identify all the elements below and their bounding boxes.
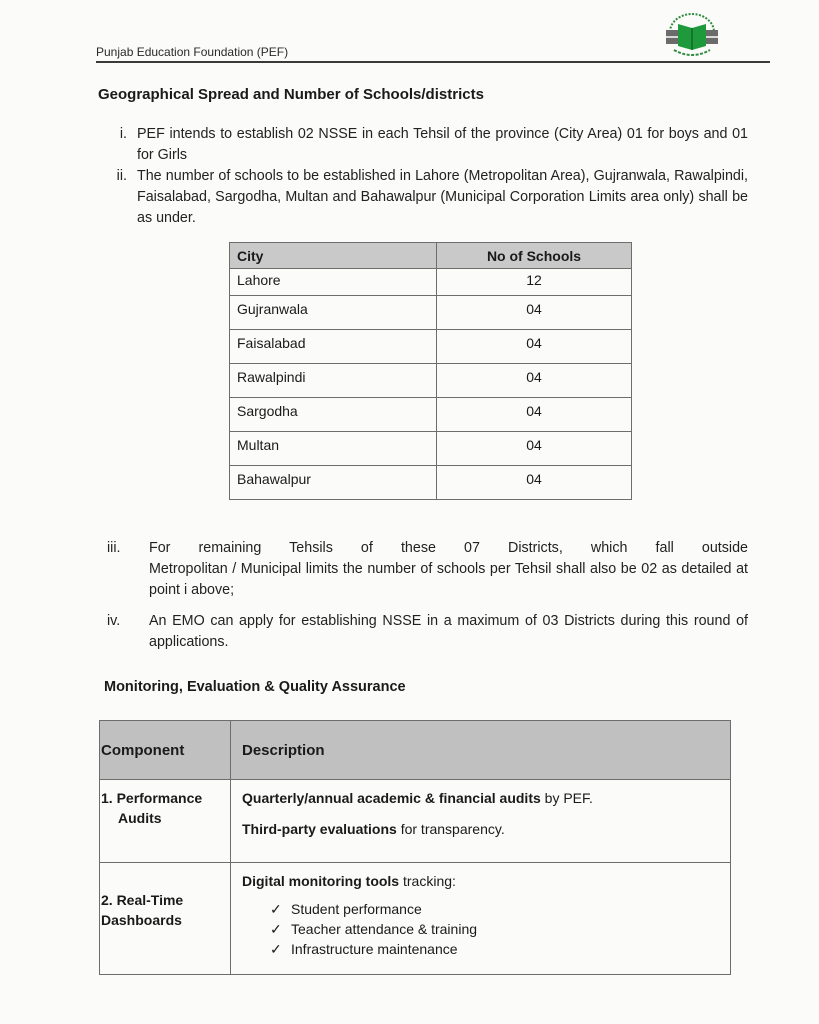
description-line: Quarterly/annual academic & financial audits by PEF.: [242, 790, 593, 806]
list-item: [104, 538, 748, 601]
list-marker: i.: [119, 126, 127, 142]
list-item-text: An EMO can apply for establishing NSSE in a maximum of 03 Districts during this round of applications.: [149, 613, 748, 650]
checklist: [242, 899, 729, 967]
table-row: [230, 296, 632, 330]
schools-cell: 04: [437, 296, 632, 330]
schools-cell: 04: [437, 398, 632, 432]
section-title-monitoring: Monitoring, Evaluation & Quality Assurance: [104, 679, 406, 695]
list-item-text: PEF intends to establish 02 NSSE in each Tehsil of the province (City Area) 01 for boys and 01 for Girls: [137, 126, 748, 163]
additional-points-list: [104, 538, 748, 653]
organization-name: Punjab Education Foundation (PEF): [96, 45, 289, 59]
checklist-item: ✓ Teacher attendance & training: [270, 921, 478, 937]
city-cell: Gujranwala: [230, 296, 437, 330]
table-row: [100, 863, 731, 975]
schools-cell: 12: [437, 269, 632, 296]
city-cell: Faisalabad: [230, 330, 437, 364]
schools-cell: 04: [437, 364, 632, 398]
list-item: [98, 124, 748, 166]
list-item: [104, 611, 748, 653]
column-header-schools: No of Schools: [437, 243, 632, 269]
list-item-text-line1: For remaining Tehsils of these 07 Districts, which fall outside: [149, 540, 748, 556]
component-label-line2: Dashboards: [101, 911, 182, 928]
city-cell: Bahawalpur: [230, 466, 437, 500]
city-cell: Rawalpindi: [230, 364, 437, 398]
table-row: [230, 398, 632, 432]
schools-cell: 04: [437, 330, 632, 364]
intro-points-list: [98, 124, 748, 229]
table-header-row: [230, 243, 632, 269]
header-divider: [96, 61, 770, 63]
description-cell: [231, 780, 731, 863]
table-row: [230, 466, 632, 500]
checkmark-icon: ✓: [270, 941, 282, 957]
list-marker: iii.: [107, 540, 121, 556]
list-marker: iv.: [107, 613, 121, 629]
component-label-line2: Audits: [118, 810, 162, 826]
city-cell: Multan: [230, 432, 437, 466]
monitoring-table: [99, 720, 731, 975]
table-row: [100, 780, 731, 863]
checklist-item: ✓ Student performance: [270, 901, 422, 917]
city-cell: Sargodha: [230, 398, 437, 432]
section-title-geographical-spread: Geographical Spread and Number of Schools/districts: [98, 86, 484, 103]
list-item-text: Metropolitan / Municipal limits the number of schools per Tehsil shall also be 02 as detailed at point i above;: [149, 561, 748, 598]
table-row: [230, 330, 632, 364]
list-item-text: The number of schools to be established in Lahore (Metropolitan Area), Gujranwala, Rawalpindi, Faisalabad, Sargodha, Multan and Bahawalpur (Municipal Corporation Limits area only) shall be as under.: [137, 168, 748, 226]
schools-per-city-table: [229, 242, 632, 500]
component-label-line1: 1. Performance: [101, 790, 203, 806]
checkmark-icon: ✓: [270, 921, 282, 937]
schools-cell: 04: [437, 466, 632, 500]
table-row: [230, 269, 632, 296]
component-label-line1: 2. Real-Time: [101, 891, 184, 908]
list-marker: ii.: [116, 168, 127, 184]
table-row: [230, 432, 632, 466]
description-line: Digital monitoring tools tracking:: [242, 873, 456, 889]
table-row: [230, 364, 632, 398]
pef-logo-icon: [660, 10, 724, 60]
column-header-description: Description: [231, 721, 731, 780]
description-line: Third-party evaluations for transparency.: [242, 821, 505, 837]
list-item: [98, 166, 748, 229]
schools-cell: 04: [437, 432, 632, 466]
column-header-city: City: [230, 243, 437, 269]
checkmark-icon: ✓: [270, 901, 282, 917]
description-cell: [231, 863, 731, 975]
column-header-component: Component: [100, 721, 231, 780]
component-cell: [100, 863, 231, 975]
component-cell: [100, 780, 231, 863]
city-cell: Lahore: [230, 269, 437, 296]
table-header-row: [100, 721, 731, 780]
checklist-item: ✓ Infrastructure maintenance: [270, 941, 458, 957]
